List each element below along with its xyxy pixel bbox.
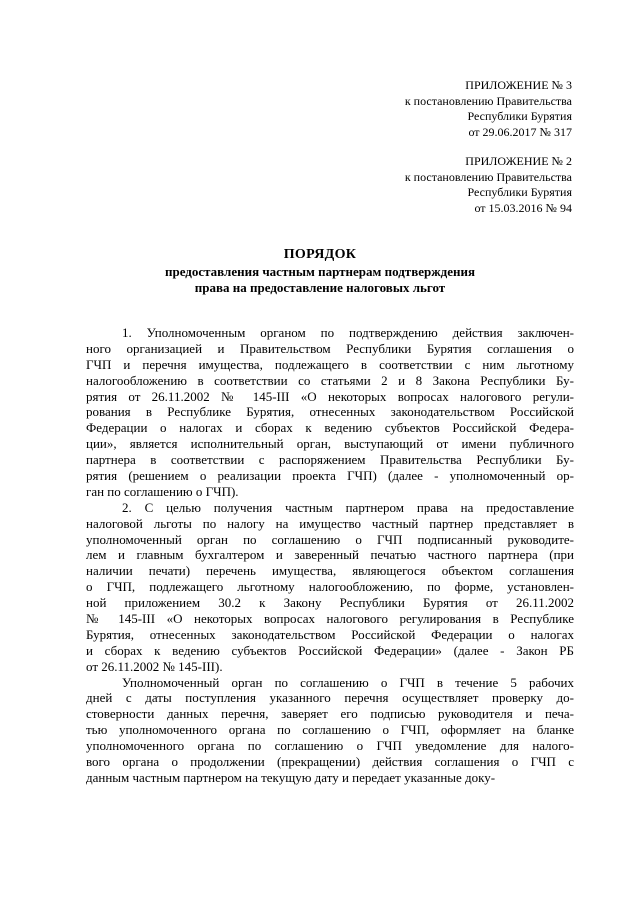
- paragraph-line: ной приложением 30.2 к Закону Республики Бурятия от 26.11.2002: [86, 595, 574, 611]
- paragraph-line: налоговой льготы по налогу на имущество частный партнер представляет в: [86, 515, 574, 531]
- appendix-ref-line: к постановлению Правительства: [404, 169, 572, 184]
- paragraph-line: ган по соглашению о ГЧП).: [86, 483, 239, 499]
- appendix-2-header: [312, 154, 572, 216]
- paragraph-line: лем и главным бухгалтером и заверенный печатью частного партнера (при: [86, 547, 574, 563]
- paragraph-line: рятия (решением о реализации проекта ГЧП) (далее - уполномоченный ор-: [86, 468, 574, 484]
- paragraph-line: дней с даты поступления указанного перечня осуществляет проверку до-: [86, 690, 574, 706]
- appendix-title: ПРИЛОЖЕНИЕ № 3: [465, 78, 572, 92]
- appendix-title: ПРИЛОЖЕНИЕ № 2: [465, 154, 572, 168]
- appendix-date: от 15.03.2016 № 94: [474, 200, 572, 215]
- paragraph-line: наличии печати) перечень имущества, являющегося объектом соглашения: [86, 563, 574, 579]
- paragraph-line: партнера в соответствии с распоряжением Правительства Республики Бу-: [86, 452, 574, 468]
- appendix-ref-line: Республики Бурятия: [467, 109, 572, 123]
- paragraph-line: уполномоченный орган по соглашению о ГЧП подписанный руководите-: [86, 531, 574, 547]
- paragraph-line: рования в Республике Бурятия, отнесенных законодательством Российской: [86, 404, 574, 420]
- paragraph-line: № 145-III «О некоторых вопросах налогового регулирования в Республике: [86, 611, 574, 627]
- paragraph-line: рятия от 26.11.2002 № 145-III «О некоторых вопросах налогового регули-: [86, 388, 574, 404]
- paragraph: [86, 500, 574, 675]
- paragraph-line: 2. С целью получения частным партнером права на предоставление: [122, 499, 574, 515]
- appendix-ref-line: к постановлению Правительства: [404, 93, 572, 108]
- appendix-3-header: [312, 78, 572, 140]
- paragraph-line: ного организацией и Правительством Республики Бурятия соглашения о: [86, 340, 574, 356]
- paragraph-line: ции», является исполнительный орган, выступающий от имени публичного: [86, 436, 574, 452]
- paragraph-line: данным частным партнером на текущую дату и передает указанные доку-: [86, 769, 496, 785]
- title-heading: ПОРЯДОК: [283, 247, 357, 262]
- paragraph-line: тью уполномоченного органа по соглашению о ГЧП, оформляет на бланке: [86, 722, 574, 738]
- paragraph: [86, 325, 574, 500]
- paragraph-line: 1. Уполномоченным органом по подтверждению действия заключен-: [122, 325, 574, 340]
- paragraph-line: от 26.11.2002 № 145-III).: [86, 658, 223, 674]
- paragraph-line: и сборах к ведению субъектов Российской Федерации» (далее - Закон РБ: [86, 642, 574, 658]
- paragraph-line: Бурятия, отнесенных законодательством Российской Федерации о налогах: [86, 626, 574, 642]
- appendix-ref-line: Республики Бурятия: [467, 185, 572, 199]
- title-subline: предоставления частным партнерам подтверждения: [164, 264, 476, 279]
- paragraph-line: Уполномоченный орган по соглашению о ГЧП в течение 5 рабочих: [122, 674, 574, 690]
- paragraph-line: вого органа о продолжении (прекращении) действия соглашения о ГЧП с: [86, 754, 574, 770]
- appendix-date: от 29.06.2017 № 317: [468, 124, 572, 139]
- paragraph-line: Федерации о налогах и сборах к ведению субъектов Российской Федера-: [86, 420, 574, 436]
- paragraph-line: о ГЧП, подлежащего льготному налогообложению, по форме, установлен-: [86, 579, 574, 595]
- paragraph-line: стоверности данных перечня, заверяет его подписью руководителя и печа-: [86, 706, 574, 722]
- paragraph: [86, 675, 574, 786]
- title-subline: права на предоставление налоговых льгот: [194, 280, 446, 295]
- document-title: [60, 246, 580, 296]
- paragraph-line: уполномоченного органа по соглашению о ГЧП уведомление для налого-: [86, 738, 574, 754]
- paragraph-line: налогообложению в соответствии со статьями 2 и 8 Закона Республики Бу-: [86, 372, 574, 388]
- document-body: [86, 325, 574, 786]
- paragraph-line: ГЧП и перечня имущества, подлежащего в соответствии с ним льготному: [86, 356, 574, 372]
